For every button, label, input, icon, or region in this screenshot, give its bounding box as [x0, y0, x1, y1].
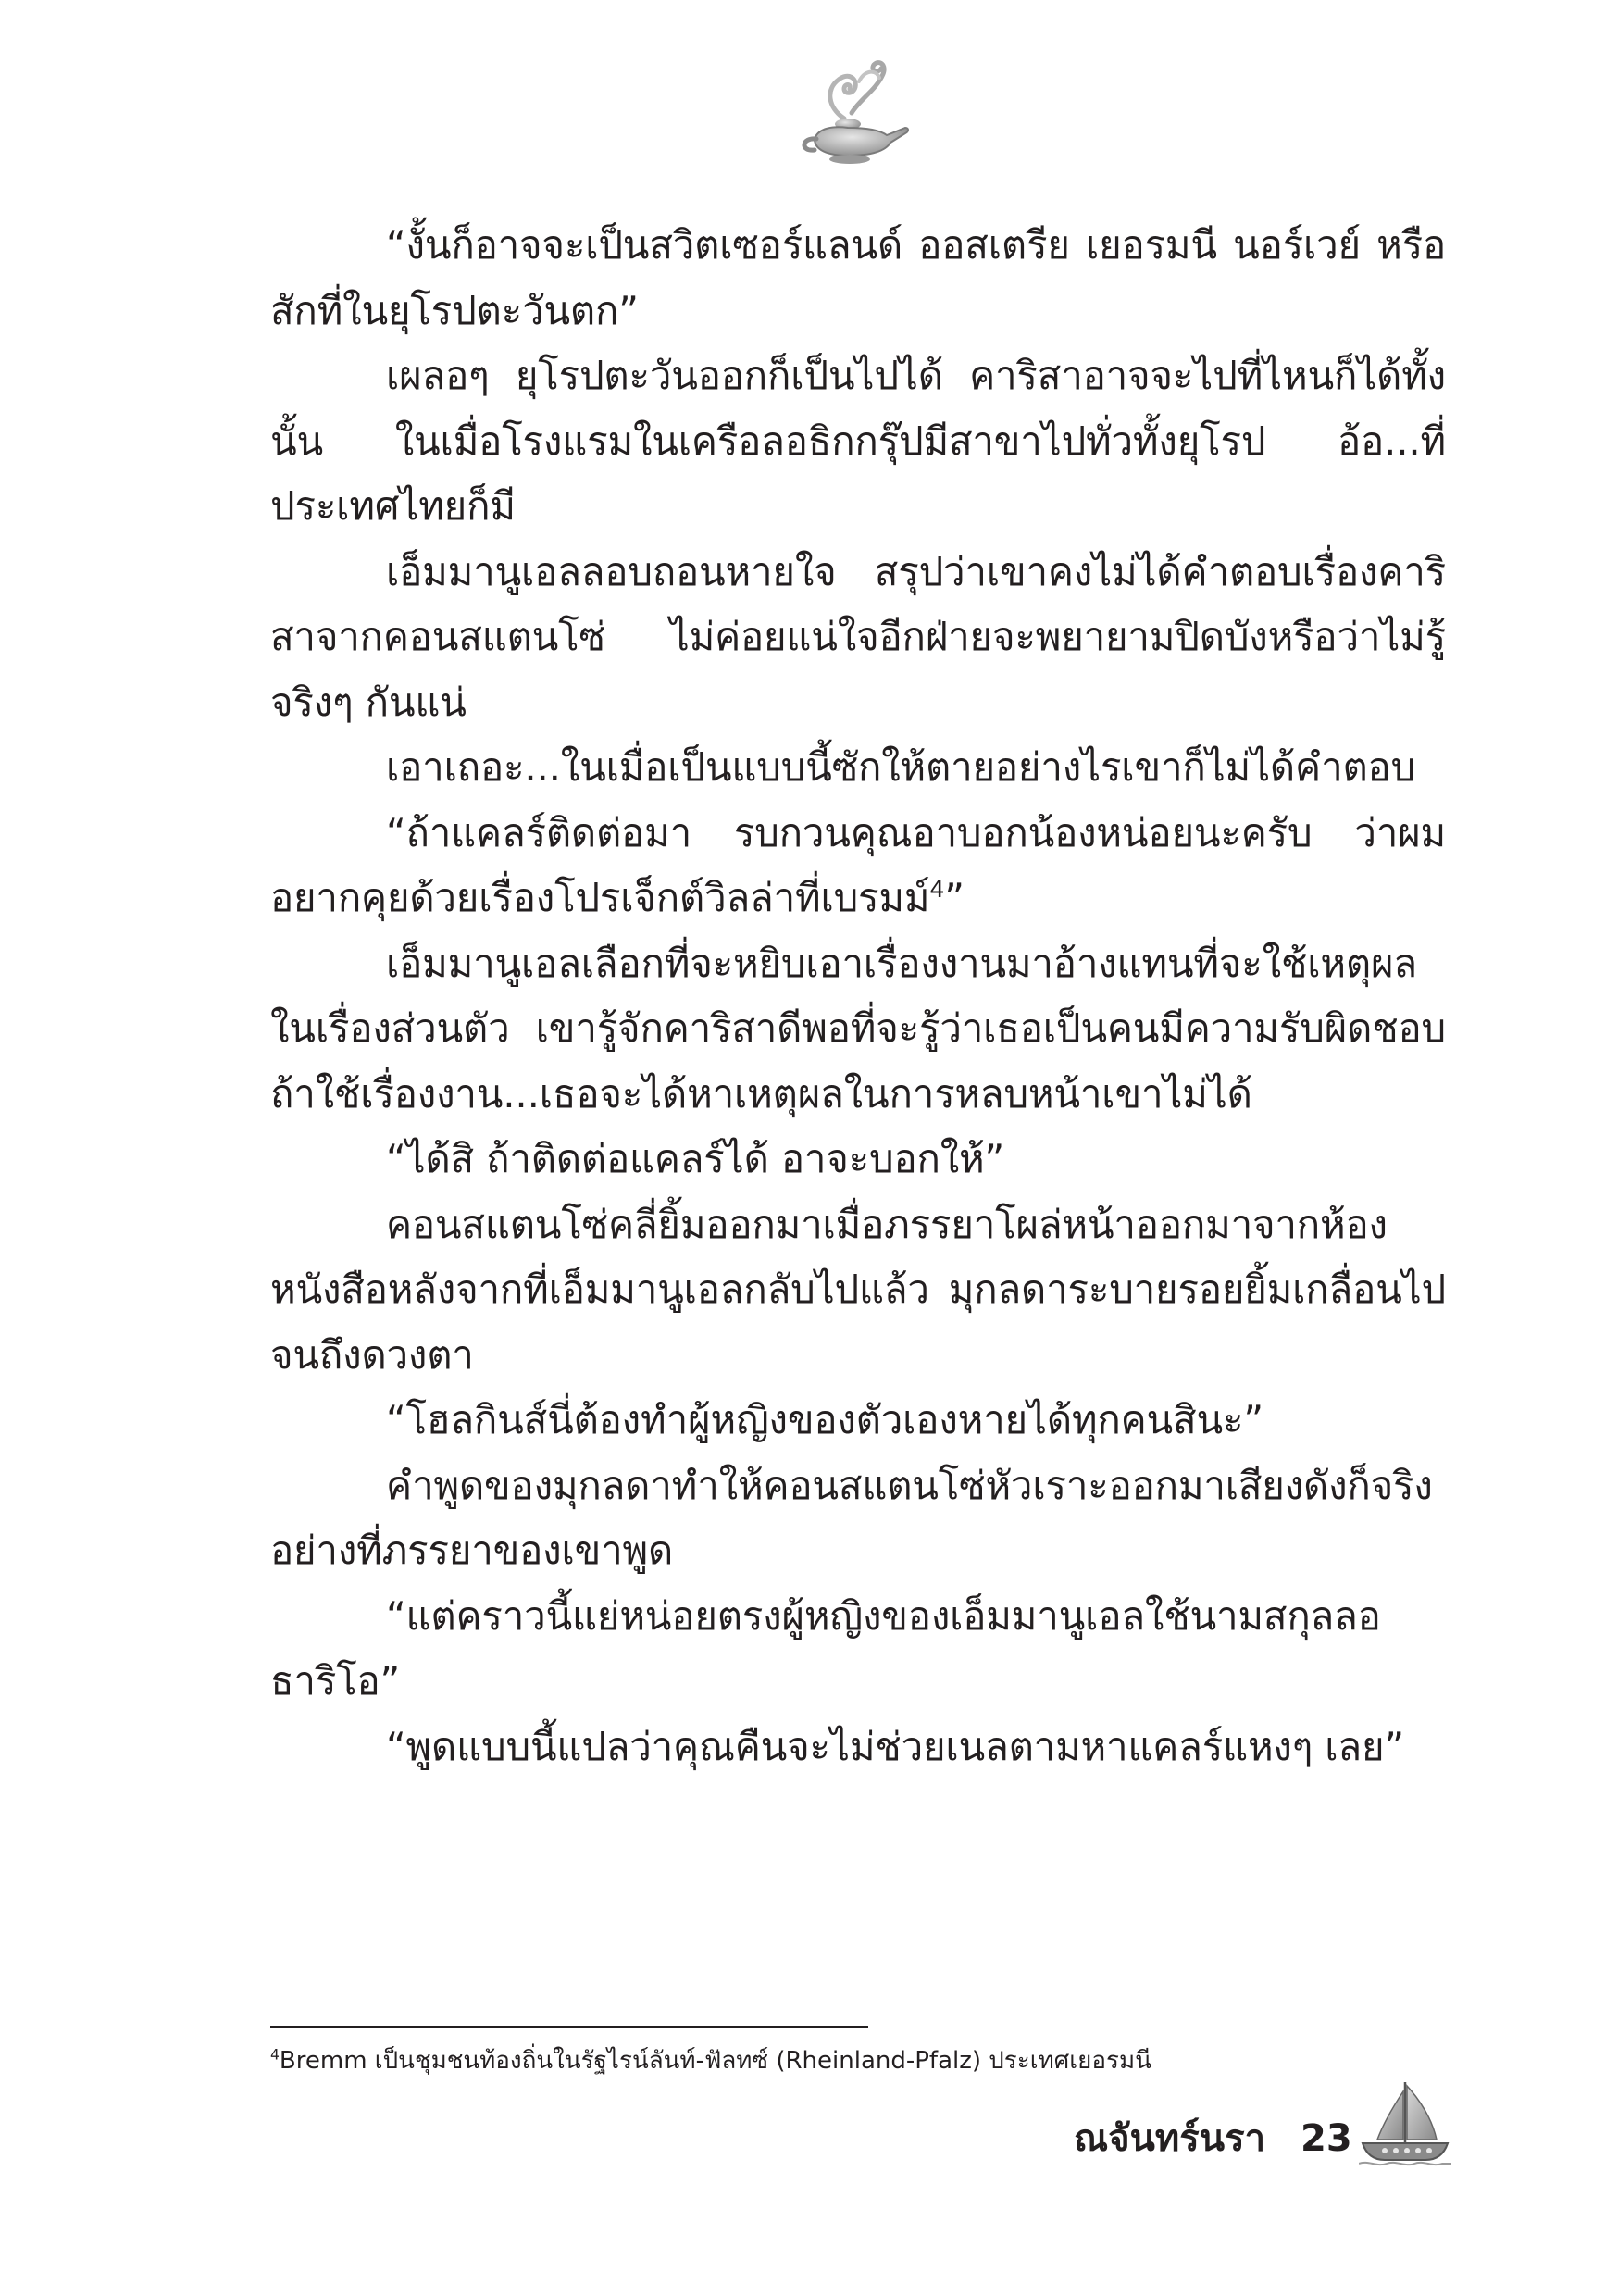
- footnote-text: Bremm เป็นชุมชนท้องถิ่นในรัฐไรน์ลันท์-ฟัลทซ์ (Rheinland-Pfalz) ประเทศเยอรมนี: [279, 2047, 1151, 2075]
- paragraph-text: “ถ้าแคลร์ติดต่อมา รบกวนคุณอาบอกน้องหน่อยนะครับ ว่าผมอยากคุยด้วยเรื่องโปรเจ็กต์วิลล่าที่เบรมม์: [270, 809, 1446, 920]
- paragraph: เอ็มมานูเอลลอบถอนหายใจ สรุปว่าเขาคงไม่ได้คำตอบเรื่องคาริสาจากคอนสแตนโซ่ ไม่ค่อยแน่ใจอีกฝ่ายจะพยายามปิดบังหรือว่าไม่รู้จริงๆ กันแน่: [270, 548, 1446, 725]
- page-number: 23: [1301, 2117, 1352, 2160]
- genie-lamp-icon: [790, 54, 916, 168]
- paragraph: เอ็มมานูเอลเลือกที่จะหยิบเอาเรื่องงานมาอ้างแทนที่จะใช้เหตุผลในเรื่องส่วนตัว เขารู้จักคาริสาดีพอที่จะรู้ว่าเธอเป็นคนมีความรับผิดชอบ ถ้าใช้เรื่องงาน...เธอจะได้หาเหตุผลในการหลบหน้าเขาไม่ได้: [270, 940, 1446, 1117]
- paragraph: “ได้สิ ถ้าติดต่อแคลร์ได้ อาจะบอกให้”: [386, 1136, 1005, 1181]
- paragraph: เอาเถอะ...ในเมื่อเป็นแบบนี้ซักให้ตายอย่างไรเขาก็ไม่ได้คำตอบ: [386, 744, 1416, 790]
- footnote-number: 4: [270, 2046, 280, 2064]
- paragraph: “งั้นก็อาจจะเป็นสวิตเซอร์แลนด์ ออสเตรีย เยอรมนี นอร์เวย์ หรือสักที่ในยุโรปตะวันตก”: [270, 222, 1446, 333]
- paragraph: “โฮลกินส์นี่ต้องทำผู้หญิงของตัวเองหายได้ทุกคนสินะ”: [386, 1397, 1263, 1442]
- footnote-divider: [270, 2026, 868, 2028]
- paragraph: คอนสแตนโซ่คลี่ยิ้มออกมาเมื่อภรรยาโผล่หน้าออกมาจากห้องหนังสือหลังจากที่เอ็มมานูเอลกลับไปแล้ว มุกลดาระบายรอยยิ้มเกลื่อนไปจนถึงดวงตา: [270, 1201, 1446, 1378]
- paragraph-with-footnote: [270, 801, 1446, 931]
- footnote: [270, 2044, 1446, 2078]
- paragraph: “แต่คราวนี้แย่หน่อยตรงผู้หญิงของเอ็มมานูเอลใช้นามสกุลลอธาริโอ”: [270, 1592, 1381, 1703]
- closing-quote: ”: [944, 875, 965, 920]
- main-text: [270, 213, 1446, 1779]
- book-title: ณจันทร์นรา: [1074, 2117, 1266, 2160]
- sailboat-icon: [1359, 2078, 1451, 2167]
- paragraph: “พูดแบบนี้แปลว่าคุณคืนจะไม่ช่วยเนลตามหาแคลร์แหงๆ เลย”: [386, 1723, 1404, 1769]
- paragraph: คำพูดของมุกลดาทำให้คอนสแตนโซ่หัวเราะออกมาเสียงดังก็จริงอย่างที่ภรรยาของเขาพูด: [270, 1462, 1433, 1573]
- paragraph: เผลอๆ ยุโรปตะวันออกก็เป็นไปได้ คาริสาอาจจะไปที่ไหนก็ได้ทั้งนั้น ในเมื่อโรงแรมในเครือลอธิกกรุ๊ปมีสาขาไปทั่วทั้งยุโรป อ้อ...ที่ประเทศไทยก็มี: [270, 353, 1446, 529]
- footnote-reference[interactable]: 4: [929, 876, 945, 903]
